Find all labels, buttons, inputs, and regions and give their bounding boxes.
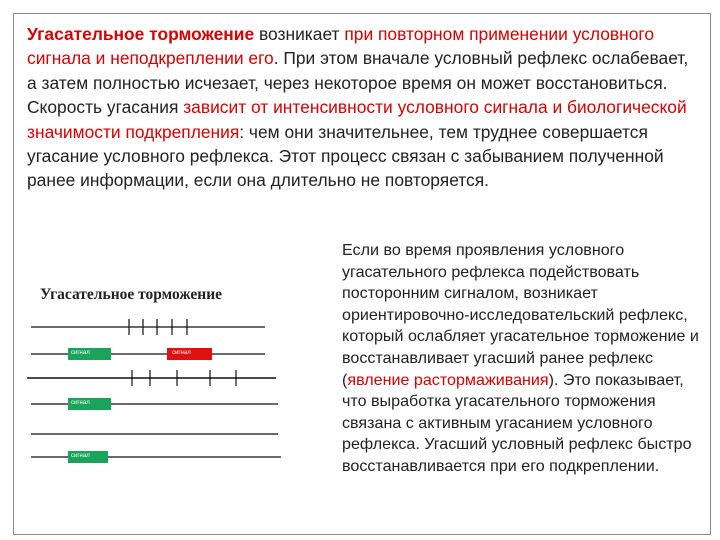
block-label: сигнал: [71, 350, 90, 356]
block-label: сигнал: [172, 350, 191, 356]
block-label: сигнал: [71, 453, 90, 459]
text-segment: Если во время проявления условного угасательного рефлекса подействовать посторонним сигналом, возникает ориентировочно-исследовательский рефлекс, который ослабляет угасательное торможение и восстанавливает угасший ранее рефлекс (: [342, 241, 699, 389]
text-segment: ). Это показывает, что выработка угасательного торможения связана с активным угасанием условного рефлекса. Угасший условный рефлекс быстро восстанавливается при его подкреплении.: [342, 370, 692, 475]
text-segment: возникает: [254, 24, 345, 44]
highlight-disinhibition: явление растормаживания: [347, 370, 549, 389]
highlight-dependence: зависит от интенсивности условного сигнала и биологической значимости подкрепления: [27, 97, 687, 142]
highlight-condition: при повторном применении условного сигнала и неподкреплении его: [27, 24, 655, 69]
text-segment: Скорость угасания: [27, 97, 184, 118]
diagram-title: Угасательное торможение: [40, 286, 223, 303]
block-label: сигнал: [71, 400, 90, 406]
text-segment: : чем они значительнее, тем труднее совершается угасание условного рефлекса. Этот процесс связан с забыванием полученной ранее информации, если она длительно не повторяется.: [27, 121, 664, 191]
text-segment: . При этом вначале условный рефлекс ослабевает, а затем полностью исчезает, через некоторое время он может восстановиться.: [27, 48, 689, 93]
term-extinction-inhibition: Угасательное торможение: [27, 24, 255, 44]
